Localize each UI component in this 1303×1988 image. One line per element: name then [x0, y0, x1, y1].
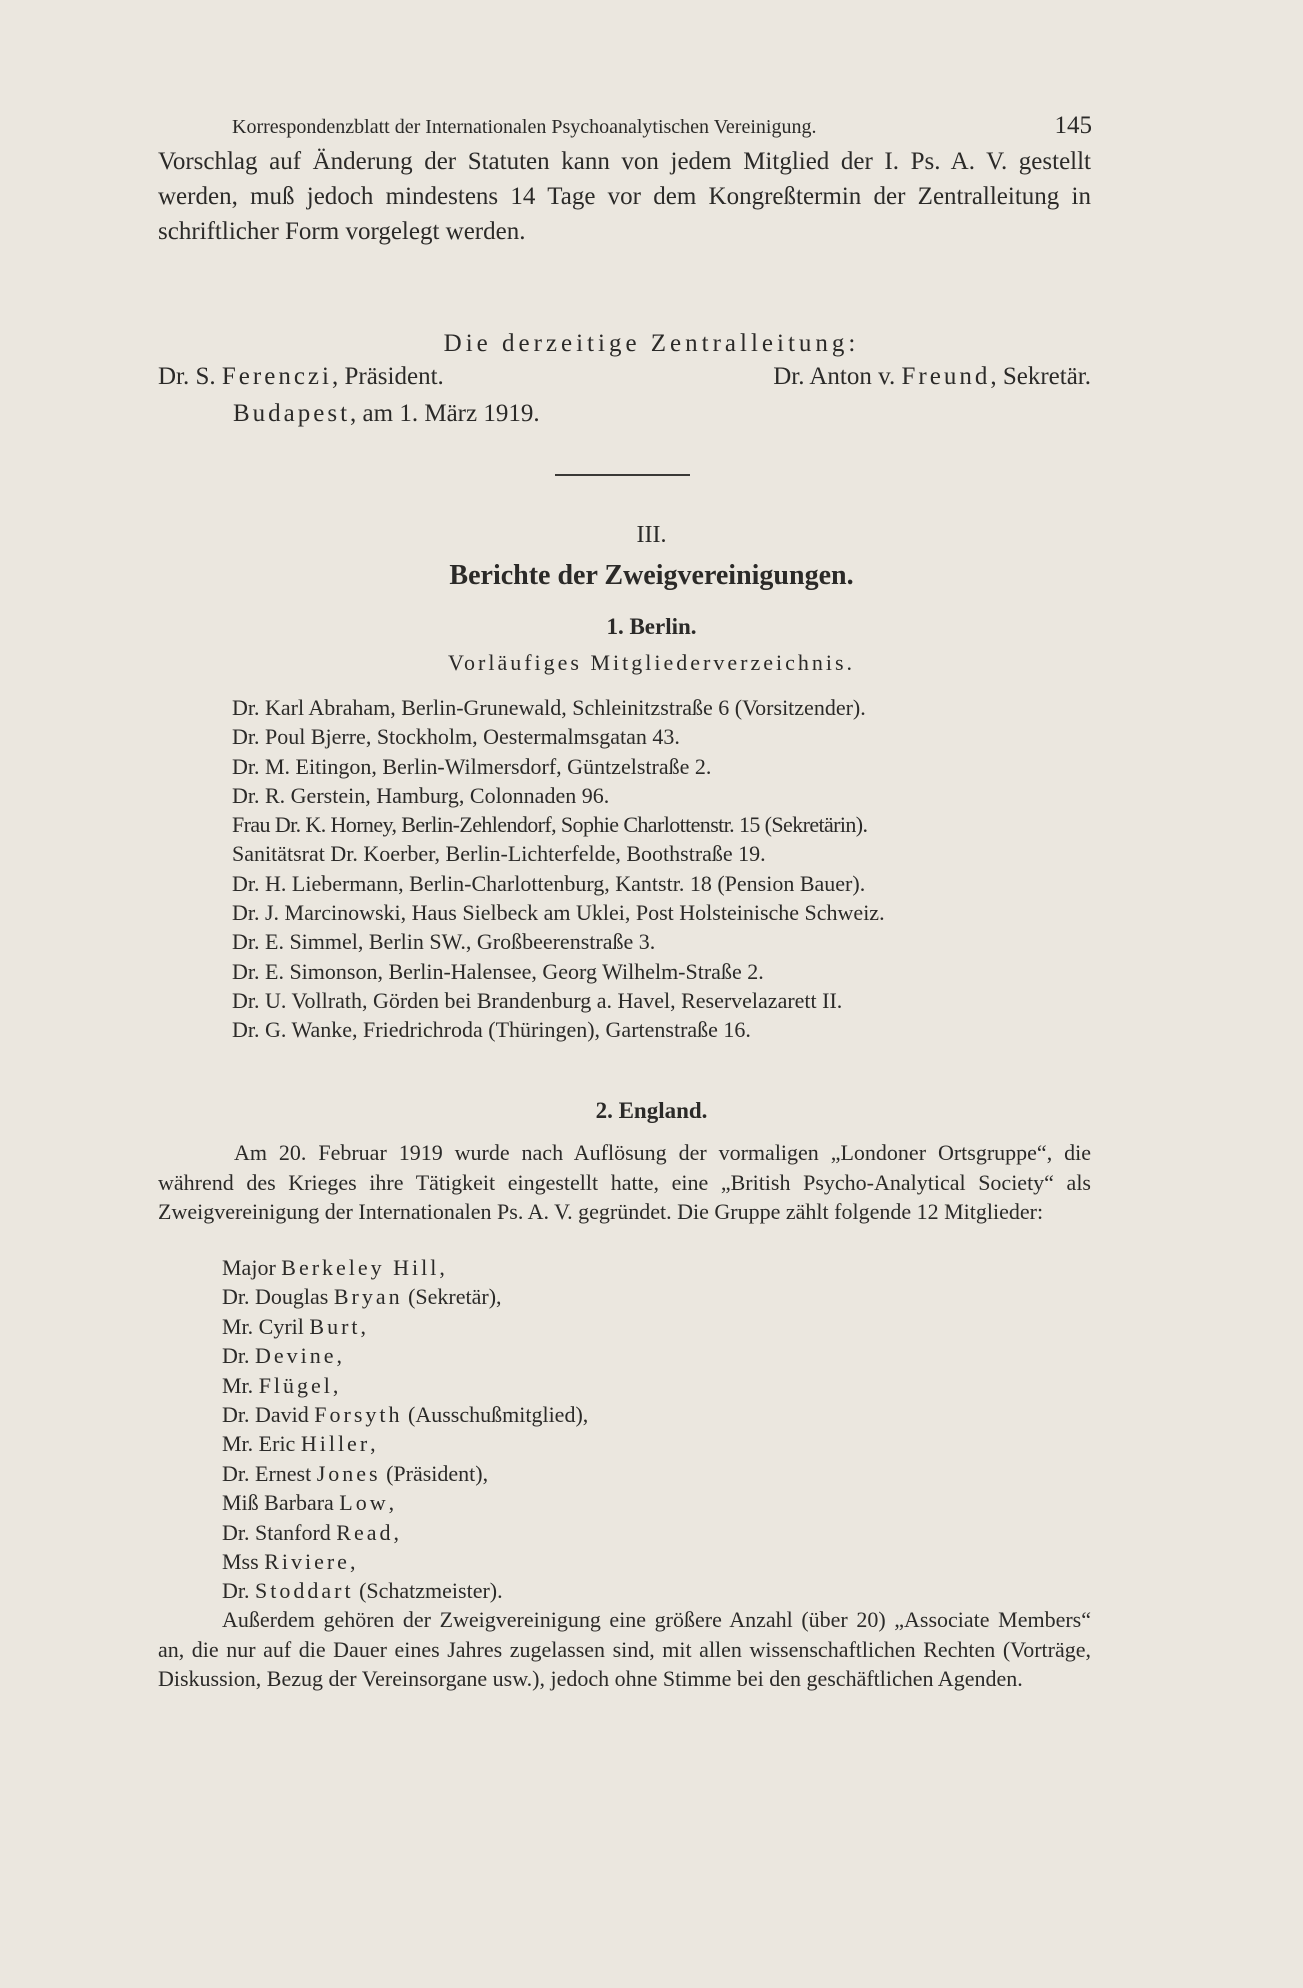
- berlin-member-list: [232, 693, 1092, 1045]
- berlin-subheading: Vorläufiges Mitgliederverzeichnis.: [447, 650, 856, 675]
- list-item: Dr. Ernest Jones (Präsident),: [222, 1460, 489, 1486]
- intro-paragraph: Vorschlag auf Änderung der Statuten kann von jedem Mitglied der I. Ps. A. V. gestellt werden, muß jedoch mindestens 14 Tage vor dem Kongreßtermin der Zentralleitung in schriftlicher Form vorgelegt werden.: [158, 148, 1091, 245]
- list-item: Dr. M. Eitingon, Berlin-Wilmersdorf, Güntzelstraße 2.: [232, 753, 712, 779]
- england-closing-paragraph: Außerdem gehören der Zweigvereinigung eine größere Anzahl (über 20) „Associate Members“ an, die nur auf die Dauer eines Jahres zugelassen sind, mit allen wissenschaftlichen Rechten (Vorträge, Diskussion, Bezug der Vereinsorgane usw.), jedoch ohne Stimme bei den geschäftlichen Agenden.: [158, 1607, 1091, 1691]
- signature-left: Dr. S. Ferenczi, Präsident.: [158, 363, 444, 390]
- section-divider: [555, 474, 690, 476]
- england-heading: 2. England.: [595, 1098, 708, 1123]
- england-paragraph: Am 20. Februar 1919 wurde nach Auflösung der vormaligen „Londoner Ortsgruppe“, die während des Krieges ihre Tätigkeit eingestellt hatte, eine „British Psycho-Analytical Society“ als Zweigvereinigung der Internationalen Ps. A. V. gegründet. Die Gruppe zählt folgende 12 Mitglieder:: [158, 1140, 1091, 1224]
- signature-right-name: Freund: [901, 363, 991, 390]
- list-item: Mr. Eric Hiller,: [222, 1431, 376, 1457]
- section-title: Berichte der Zweigvereinigungen.: [449, 560, 854, 591]
- list-item: Dr. Poul Bjerre, Stockholm, Oestermalmsgatan 43.: [232, 724, 680, 750]
- list-item: Sanitätsrat Dr. Koerber, Berlin-Lichterfelde, Boothstraße 19.: [232, 841, 766, 867]
- list-item: Dr. R. Gerstein, Hamburg, Colonnaden 96.: [232, 782, 610, 808]
- list-item: Dr. David Forsyth (Ausschußmitglied),: [222, 1402, 589, 1428]
- running-title: Korrespondenzblatt der Internationalen Psychoanalytischen Vereinigung.: [232, 116, 817, 138]
- list-item: Dr. G. Wanke, Friedrichroda (Thüringen), Gartenstraße 16.: [232, 1017, 751, 1043]
- list-item: Dr. E. Simonson, Berlin-Halensee, Georg Wilhelm-Straße 2.: [232, 958, 764, 984]
- list-item: Dr. Douglas Bryan (Sekretär),: [222, 1284, 502, 1310]
- list-item: Major Berkeley Hill,: [222, 1255, 445, 1280]
- signature-right: Dr. Anton v. Freund, Sekretär.: [773, 363, 1091, 390]
- section-number: III.: [636, 522, 667, 548]
- list-item: Dr. Stanford Read,: [222, 1519, 399, 1545]
- running-header: [232, 112, 1092, 140]
- signatures: [158, 363, 1091, 391]
- list-item: Dr. E. Simmel, Berlin SW., Großbeerenstraße 3.: [232, 929, 656, 955]
- list-item: Dr. Karl Abraham, Berlin-Grunewald, Schleinitzstraße 6 (Vorsitzender).: [232, 695, 866, 720]
- list-item: Dr. Stoddart (Schatzmeister).: [222, 1578, 503, 1604]
- date-line: Budapest, am 1. März 1919.: [233, 400, 540, 427]
- list-item: Mss Riviere,: [222, 1549, 356, 1575]
- list-item: Dr. J. Marcinowski, Haus Sielbeck am Uklei, Post Holsteinische Schweiz.: [232, 900, 885, 926]
- page-number: 145: [1054, 112, 1092, 139]
- list-item: Dr. U. Vollrath, Görden bei Brandenburg a. Havel, Reservelazarett II.: [232, 987, 843, 1013]
- signature-left-name: Ferenczi: [221, 363, 332, 390]
- list-item: Mr. Cyril Burt,: [222, 1313, 367, 1339]
- england-member-list: [222, 1253, 1082, 1606]
- list-item: Dr. Devine,: [222, 1343, 343, 1369]
- list-item: Mr. Flügel,: [222, 1372, 339, 1398]
- list-item: Miß Barbara Low,: [222, 1490, 395, 1516]
- list-item: Frau Dr. K. Horney, Berlin-Zehlendorf, Sophie Charlottenstr. 15 (Sekretärin).: [232, 812, 868, 838]
- berlin-heading: 1. Berlin.: [606, 614, 697, 639]
- list-item: Dr. H. Liebermann, Berlin-Charlottenburg, Kantstr. 18 (Pension Bauer).: [232, 870, 866, 896]
- zentralleitung-heading: Die derzeitige Zentralleitung:: [443, 330, 860, 357]
